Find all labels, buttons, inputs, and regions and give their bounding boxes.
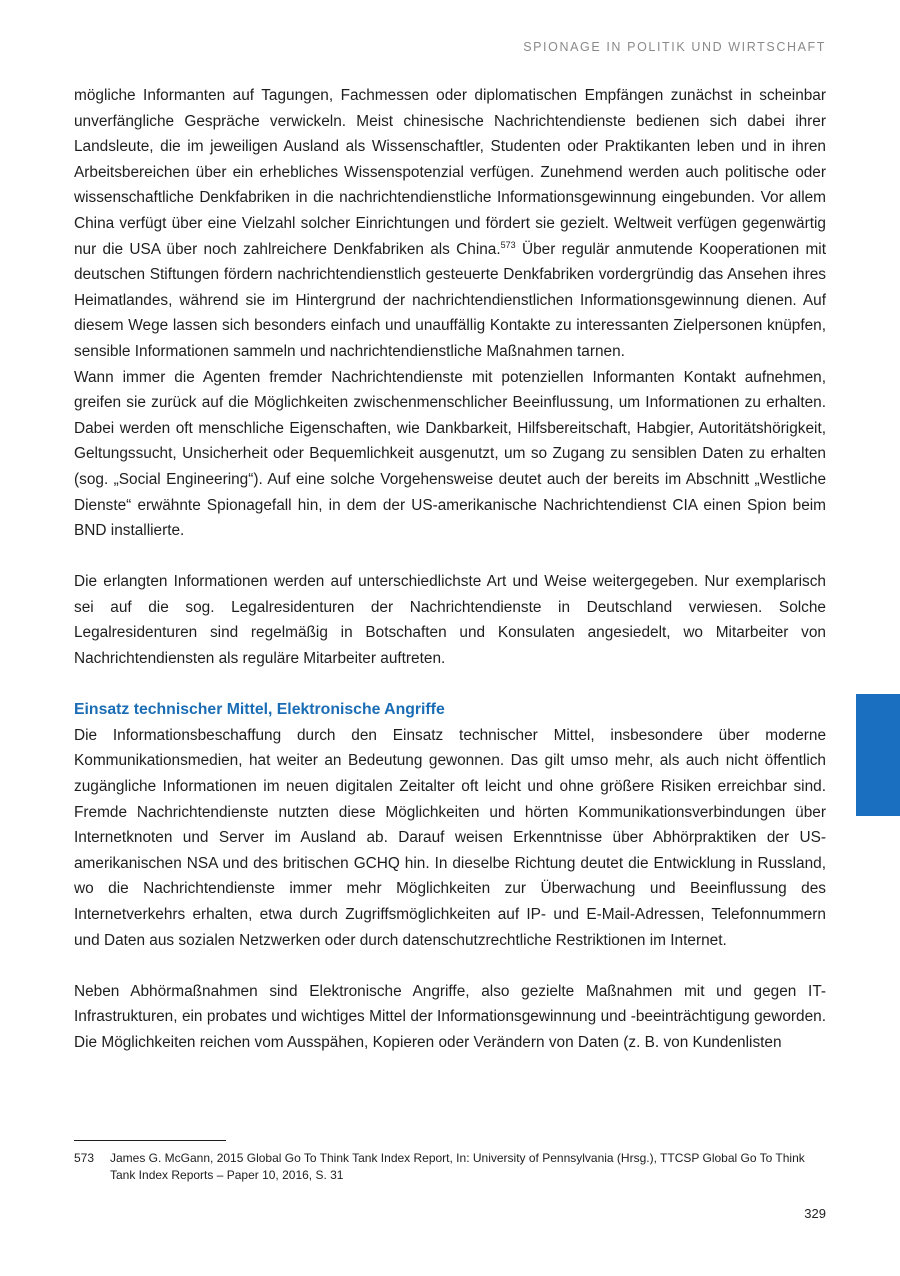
footnote-number: 573: [74, 1151, 95, 1165]
paragraph: Wann immer die Agenten fremder Nachrichtendienste mit potenziellen Informanten Kontakt aufnehmen, greifen sie zurück auf die Möglichkeiten zwischenmenschlicher Beeinflussung, um Informationen zu erhalten. Dabei werden oft menschliche Eigenschaften, wie Dankbarkeit, Hilfsbereitschaft, Habgier, Autoritätshörigkeit, Geltungssucht, Unsicherheit oder Bequemlichkeit ausgenutzt, um so Zugang zu sensiblen Daten zu erhalten (sog. „Social Engineering“). Auf eine solche Vorgehensweise deutet auch der bereits im Abschnitt „Westliche Dienste“ erwähnte Spionagefall hin, in dem der US-amerikanische Nachrichtendienst CIA einen Spion beim BND installierte.: [74, 368, 826, 540]
section-heading: Einsatz technischer Mittel, Elektronische Angriffe: [74, 701, 445, 719]
footnote-reference[interactable]: 573: [500, 239, 516, 250]
paragraph: Die Informationsbeschaffung durch den Einsatz technischer Mittel, insbesondere über moderne Kommunikationsmedien, hat weiter an Bedeutung gewonnen. Das gilt umso mehr, als auch nicht öffentlich zugängliche Informationen im neuen digitalen Zeitalter oft leicht und ohne größere Risiken erreichbar sind. Fremde Nachrichtendienste nutzten diese Möglichkeiten und hörten Kommunikationsverbindungen über Internetknoten und Server im Ausland ab. Darauf weisen Erkenntnisse über Abhörpraktiken der US-amerikanischen NSA und des britischen GCHQ hin. In dieselbe Richtung deutet die Entwicklung in Russland, wo die Nachrichtendienste immer mehr Möglichkeiten zur Überwachung und Beeinflussung des Internetverkehrs erhalten, etwa durch Zugriffsmöglichkeiten auf IP- und E-Mail-Adressen, Telefonnummern und Daten aus sozialen Netzwerken oder durch datenschutzrechtliche Restriktionen im Internet.: [74, 726, 826, 949]
footnote-text: James G. McGann, 2015 Global Go To Think Tank Index Report, In: University of Pennsylvania (Hrsg.), TTCSP Global Go To Think Tank Index Reports – Paper 10, 2016, S. 31: [110, 1151, 805, 1182]
chapter-tab-marker: [856, 694, 900, 816]
running-header: SPIONAGE IN POLITIK UND WIRTSCHAFT: [523, 40, 826, 54]
page-number: 329: [804, 1206, 826, 1221]
paragraph: [74, 83, 826, 365]
paragraph-text: mögliche Informanten auf Tagungen, Fachmessen oder diplomatischen Empfängen zunächst in scheinbar unverfängliche Gespräche verwickeln. Meist chinesische Nachrichtendienste bedienen sich dabei ihrer Landsleute, die im jeweiligen Ausland als Wissenschaftler, Studenten oder Praktikanten leben und in ihren Arbeitsbereichen über ein erhebliches Wissenspotenzial verfügen. Zunehmend werden auch politische oder wissenschaftliche Denkfabriken in die nachrichtendienstliche Informationsgewinnung eingebunden. Vor allem China verfügt über eine Vielzahl solcher Einrichtungen und fördert sie gezielt. Weltweit verfügen gegenwärtig nur die USA über noch zahlreichere Denkfabriken als China.: [74, 87, 826, 258]
footnote: [74, 1150, 826, 1184]
paragraph-text: Über regulär anmutende Kooperationen mit deutschen Stiftungen fördern nachrichtendienstlich gesteuerte Denkfabriken vordergründig das Ansehen ihres Heimatlandes, während sie im Hintergrund der nachrichtendienstlichen Informationsgewinnung dienen. Auf diesem Wege lassen sich besonders einfach und unauffällig Kontakte zu interessanten Zielpersonen knüpfen, sensible Informationen sammeln und nachrichtendienstliche Maßnahmen tarnen.: [74, 240, 826, 360]
paragraph: Neben Abhörmaßnahmen sind Elektronische Angriffe, also gezielte Maßnahmen mit und gegen IT-Infrastrukturen, ein probates und wichtiges Mittel der Informationsgewinnung und -beeinträchtigung geworden. Die Möglichkeiten reichen vom Ausspähen, Kopieren oder Verändern von Daten (z. B. von Kundenlisten: [74, 982, 826, 1051]
paragraph: Die erlangten Informationen werden auf unterschiedlichste Art und Weise weitergegeben. Nur exemplarisch sei auf die sog. Legalresidenturen der Nachrichtendienste in Deutschland verwiesen. Solche Legalresidenturen sind regelmäßig in Botschaften und Konsulaten angesiedelt, wo Mitarbeiter von Nachrichtendiensten als reguläre Mitarbeiter auftreten.: [74, 573, 826, 668]
footnote-divider: [74, 1140, 226, 1141]
main-text: [74, 83, 826, 1056]
